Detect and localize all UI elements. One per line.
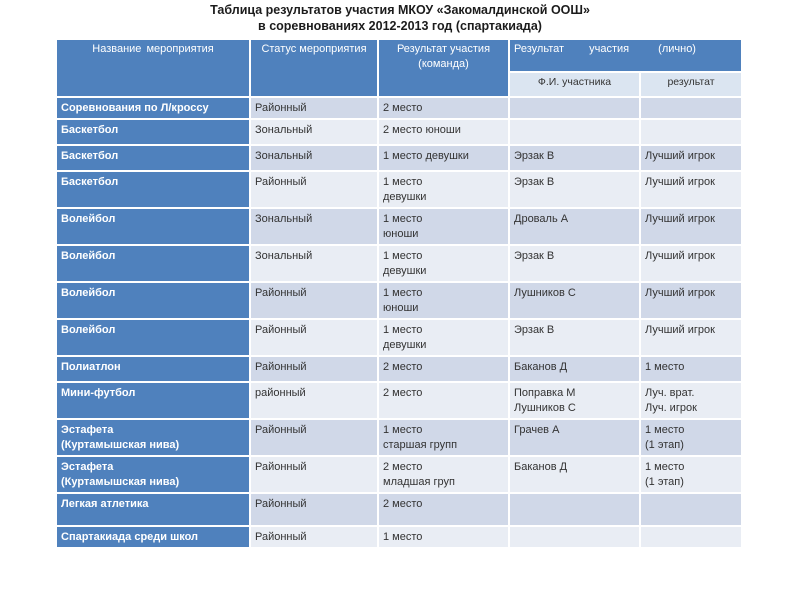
team-result-cell (378, 245, 509, 282)
participant-cell (509, 526, 640, 548)
personal-result-line: (1 этап) (645, 439, 684, 451)
table-row (56, 526, 742, 548)
team-result-line: 2 место (383, 498, 423, 510)
status-cell (250, 119, 378, 145)
team-result-line: 1 место девушки (383, 150, 469, 162)
participant-line: Эрзак В (514, 250, 555, 262)
status-line: Зональный (255, 150, 313, 162)
team-result-cell (378, 208, 509, 245)
status-line: районный (255, 387, 306, 399)
status-line: Зональный (255, 124, 313, 136)
participant-cell (509, 493, 640, 526)
header-personal-result (509, 39, 742, 72)
event-name-line: Баскетбол (61, 176, 119, 188)
participant-cell (509, 145, 640, 171)
participant-cell (509, 119, 640, 145)
event-name-line: Волейбол (61, 213, 116, 225)
personal-result-line: 1 место (645, 424, 685, 436)
status-line: Районный (255, 324, 307, 336)
event-name-line: Эстафета (61, 461, 114, 473)
header-result: результат (640, 72, 742, 97)
header-personal-w2: участия (589, 43, 630, 55)
participant-cell (509, 245, 640, 282)
status-line: Районный (255, 102, 307, 114)
team-result-cell (378, 282, 509, 319)
team-result-cell (378, 97, 509, 119)
status-line: Зональный (255, 213, 313, 225)
team-result-line: юноши (383, 228, 419, 240)
table-row (56, 245, 742, 282)
participant-line: Баканов Д (514, 361, 568, 373)
results-body (56, 97, 742, 548)
personal-result-line: Луч. игрок (645, 402, 697, 414)
participant-cell (509, 382, 640, 419)
status-cell (250, 356, 378, 382)
header-event-status (250, 39, 378, 97)
event-name-cell (56, 145, 250, 171)
personal-result-cell (640, 493, 742, 526)
personal-result-cell (640, 456, 742, 493)
header-personal-w3: (лично) (658, 43, 696, 55)
team-result-cell (378, 319, 509, 356)
personal-result-line: Лучший игрок (645, 287, 715, 299)
status-line: Зональный (255, 250, 313, 262)
team-result-cell (378, 145, 509, 171)
status-cell (250, 419, 378, 456)
status-line: Районный (255, 287, 307, 299)
event-name-line: Волейбол (61, 250, 116, 262)
participant-cell (509, 419, 640, 456)
header-team-line3: (команда) (418, 58, 469, 70)
participant-cell (509, 356, 640, 382)
table-row (56, 119, 742, 145)
table-row (56, 382, 742, 419)
header-event-name (56, 39, 250, 97)
team-result-cell (378, 456, 509, 493)
header-team-result (378, 39, 509, 97)
status-cell (250, 145, 378, 171)
event-name-cell (56, 419, 250, 456)
status-line: Районный (255, 531, 307, 543)
status-cell (250, 97, 378, 119)
status-line: Районный (255, 498, 307, 510)
event-name-cell (56, 382, 250, 419)
status-line: Районный (255, 176, 307, 188)
team-result-cell (378, 526, 509, 548)
personal-result-line: Луч. врат. (645, 387, 695, 399)
event-name-line: Баскетбол (61, 150, 119, 162)
table-row (56, 97, 742, 119)
event-name-cell (56, 119, 250, 145)
header-participant: Ф.И. участника (509, 72, 640, 97)
personal-result-line: 1 место (645, 461, 685, 473)
participant-line: Дроваль А (514, 213, 569, 225)
status-cell (250, 282, 378, 319)
participant-line: Эрзак В (514, 150, 555, 162)
event-name-line: Волейбол (61, 287, 116, 299)
team-result-cell (378, 382, 509, 419)
table-row (56, 145, 742, 171)
participant-line: Грачев А (514, 424, 560, 436)
participant-cell (509, 319, 640, 356)
personal-result-line: Лучший игрок (645, 176, 715, 188)
event-name-cell (56, 456, 250, 493)
team-result-cell (378, 171, 509, 208)
title-line-2: в соревнованиях 2012-2013 год (спартакиада) (258, 19, 542, 33)
participant-line: Эрзак В (514, 176, 555, 188)
status-cell (250, 171, 378, 208)
team-result-line: 1 место (383, 531, 423, 543)
personal-result-cell (640, 356, 742, 382)
personal-result-cell (640, 97, 742, 119)
participant-cell (509, 282, 640, 319)
header-team-line2: участия (450, 43, 491, 55)
personal-result-line: 1 место (645, 361, 685, 373)
event-name-line: Соревнования по Л/кроссу (61, 102, 209, 114)
team-result-cell (378, 356, 509, 382)
team-result-line: 2 место (383, 361, 423, 373)
status-cell (250, 319, 378, 356)
participant-cell (509, 456, 640, 493)
event-name-cell (56, 493, 250, 526)
participant-line: Поправка М (514, 387, 576, 399)
participant-cell (509, 208, 640, 245)
event-name-cell (56, 97, 250, 119)
personal-result-cell (640, 145, 742, 171)
event-name-line: Полиатлон (61, 361, 121, 373)
personal-result-cell (640, 171, 742, 208)
event-name-cell (56, 208, 250, 245)
participant-line: Эрзак В (514, 324, 555, 336)
team-result-line: 1 место (383, 287, 423, 299)
event-name-cell (56, 356, 250, 382)
event-name-line: Мини-футбол (61, 387, 136, 399)
status-cell (250, 456, 378, 493)
event-name-cell (56, 171, 250, 208)
table-row (56, 208, 742, 245)
personal-result-line: Лучший игрок (645, 213, 715, 225)
header-team-line1: Результат (396, 43, 447, 55)
page-title (0, 2, 800, 34)
event-name-cell (56, 245, 250, 282)
header-event-line1: Название (92, 43, 142, 55)
team-result-line: девушки (383, 339, 427, 351)
personal-result-cell (640, 382, 742, 419)
personal-result-cell (640, 245, 742, 282)
table-row (56, 493, 742, 526)
team-result-line: 1 место (383, 424, 423, 436)
event-name-line: Легкая атлетика (61, 498, 149, 510)
team-result-line: 1 место (383, 213, 423, 225)
table-row (56, 456, 742, 493)
personal-result-line: (1 этап) (645, 476, 684, 488)
status-cell (250, 493, 378, 526)
personal-result-line: Лучший игрок (645, 324, 715, 336)
personal-result-cell (640, 119, 742, 145)
header-event-line2: мероприятия (146, 43, 214, 55)
team-result-line: 2 место (383, 102, 423, 114)
event-name-line: Эстафета (61, 424, 114, 436)
event-name-line: Спартакиада среди школ (61, 531, 199, 543)
participant-cell (509, 171, 640, 208)
team-result-line: 2 место (383, 387, 423, 399)
event-name-line: Волейбол (61, 324, 116, 336)
team-result-line: старшая групп (383, 439, 458, 451)
status-cell (250, 382, 378, 419)
team-result-line: 1 место (383, 176, 423, 188)
table-row (56, 419, 742, 456)
header-status-line1: Статус (261, 43, 297, 55)
team-result-line: девушки (383, 191, 427, 203)
header-personal-w1: Результат (514, 43, 565, 55)
team-result-line: 2 место юноши (383, 124, 461, 136)
event-name-cell (56, 526, 250, 548)
table-row (56, 319, 742, 356)
team-result-line: юноши (383, 302, 419, 314)
title-line-1: Таблица результатов участия МКОУ «Закомалдинской ООШ» (210, 3, 590, 17)
team-result-cell (378, 419, 509, 456)
participant-line: Лушников С (514, 287, 576, 299)
participant-cell (509, 97, 640, 119)
table-row (56, 171, 742, 208)
header-status-line2: мероприятия (299, 43, 367, 55)
team-result-cell (378, 493, 509, 526)
event-name-line: (Куртамышская нива) (61, 476, 180, 488)
team-result-line: 1 место (383, 250, 423, 262)
results-table (55, 38, 743, 549)
personal-result-cell (640, 319, 742, 356)
status-cell (250, 245, 378, 282)
table-row (56, 282, 742, 319)
personal-result-line: Лучший игрок (645, 250, 715, 262)
personal-result-cell (640, 282, 742, 319)
event-name-line: Баскетбол (61, 124, 119, 136)
status-cell (250, 526, 378, 548)
team-result-line: девушки (383, 265, 427, 277)
status-line: Районный (255, 424, 307, 436)
participant-line: Баканов Д (514, 461, 568, 473)
team-result-line: младшая груп (383, 476, 455, 488)
personal-result-cell (640, 419, 742, 456)
table-row (56, 356, 742, 382)
team-result-cell (378, 119, 509, 145)
personal-result-cell (640, 526, 742, 548)
status-line: Районный (255, 361, 307, 373)
event-name-cell (56, 319, 250, 356)
personal-result-cell (640, 208, 742, 245)
status-line: Районный (255, 461, 307, 473)
personal-result-line: Лучший игрок (645, 150, 715, 162)
team-result-line: 2 место (383, 461, 423, 473)
participant-line: Лушников С (514, 402, 576, 414)
team-result-line: 1 место (383, 324, 423, 336)
status-cell (250, 208, 378, 245)
event-name-cell (56, 282, 250, 319)
event-name-line: (Куртамышская нива) (61, 439, 180, 451)
